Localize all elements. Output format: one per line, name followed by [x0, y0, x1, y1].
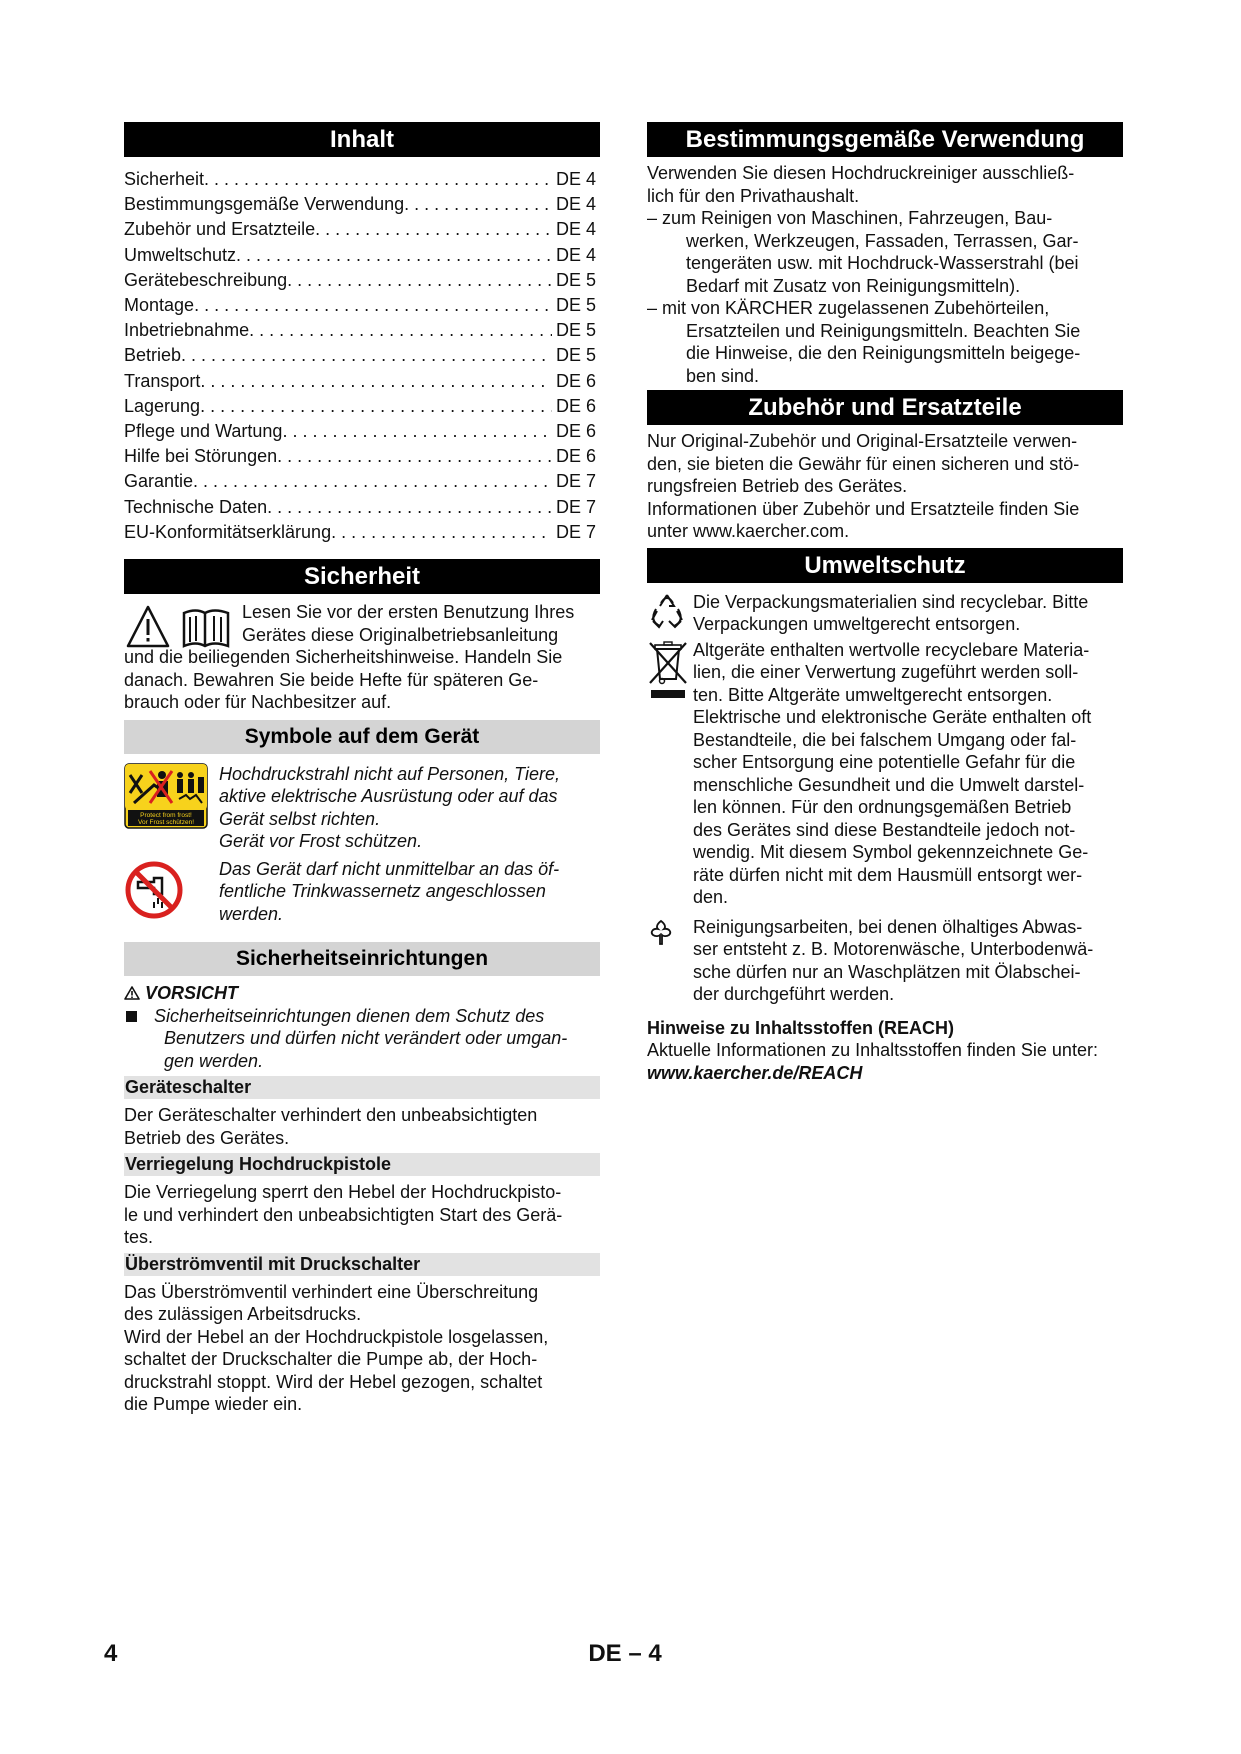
usage-line: Bedarf mit Zusatz von Reinigungsmitteln). [686, 275, 1021, 296]
recycle-text [693, 591, 1123, 636]
toc-entry-title: Transport [124, 370, 201, 391]
valve-line: des zulässigen Arbeitsdrucks. [124, 1304, 362, 1325]
accessories-line: rungsfreien Betrieb des Gerätes. [647, 476, 908, 496]
valve-line: die Pumpe wieder ein. [124, 1394, 303, 1415]
weee-line: Altgeräte enthalten wertvolle recyclebare Materia- [693, 639, 1090, 660]
safety-intro [124, 601, 600, 714]
caution-block [124, 982, 600, 1072]
toc-entry[interactable] [124, 192, 600, 217]
toc-entry[interactable] [124, 217, 600, 242]
caution-line: Sicherheitseinrichtungen dienen dem Schutz des [154, 1005, 545, 1026]
usage-line: ben sind. [686, 365, 760, 386]
toc-entry-page: DE 6 [556, 421, 597, 442]
weee-block [647, 639, 1123, 909]
symbol2-line: Das Gerät darf nicht unmittelbar an das öf- [219, 858, 560, 879]
usage-text [647, 162, 1123, 387]
switch-header: Geräteschalter [124, 1076, 600, 1099]
weee-line: den. [693, 887, 729, 907]
toc-entry[interactable] [124, 369, 600, 394]
toc-leader-dots [200, 369, 552, 394]
crossed-bin-icon [647, 639, 693, 706]
table-of-contents [124, 167, 600, 545]
toc-leader-dots [315, 217, 552, 242]
weee-line: menschliche Gesundheit und die Umwelt darstel- [693, 774, 1085, 795]
lock-line: Die Verriegelung sperrt den Hebel der Hochdruckpisto- [124, 1182, 562, 1203]
lock-line: le und verhindert den unbeabsichtigten Start des Gerä- [124, 1204, 563, 1225]
caution-line: gen werden. [164, 1050, 264, 1071]
toc-entry[interactable] [124, 520, 600, 545]
toc-entry-page: DE 5 [556, 269, 597, 290]
weee-line: scher Entsorgung eine potentielle Gefahr für die [693, 752, 1076, 772]
intro-line: und die beiliegenden Sicherheitshinweise. Handeln Sie [124, 647, 563, 668]
toc-entry-page: DE 7 [556, 471, 597, 492]
symbol-row-water [124, 858, 600, 926]
no-drinking-water-icon [124, 858, 219, 926]
symbols-header: Symbole auf dem Gerät [124, 720, 600, 754]
toc-entry-page: DE 6 [556, 395, 597, 416]
toc-leader-dots [249, 318, 552, 343]
oil-block [647, 916, 1123, 1006]
intro-line: Gerätes diese Originalbetriebsanleitung [242, 624, 559, 645]
switch-text [124, 1104, 600, 1149]
symbol1-line: aktive elektrische Ausrüstung oder auf das [219, 786, 558, 807]
toc-leader-dots [181, 343, 552, 368]
switch-line: Betrieb des Gerätes. [124, 1127, 290, 1148]
oil-line: sche dürfen nur an Waschplätzen mit Ölabschei- [693, 961, 1081, 982]
toc-entry-page: DE 5 [556, 295, 597, 316]
toc-entry-title: Hilfe bei Störungen [124, 446, 278, 467]
valve-text [124, 1281, 600, 1416]
valve-line: druckstrahl stoppt. Wird der Hebel gezogen, schaltet [124, 1371, 543, 1392]
toc-entry-page: DE 4 [556, 244, 597, 265]
toc-entry-page: DE 4 [556, 169, 597, 189]
accessories-text [647, 430, 1123, 543]
accessories-header: Zubehör und Ersatzteile [647, 390, 1123, 425]
weee-line: lien, die einer Verwertung zugeführt werden soll- [693, 662, 1079, 682]
warning-manual-icon [126, 604, 234, 655]
intro-line: danach. Bewahren Sie beide Hefte für späteren Ge- [124, 669, 539, 690]
toc-entry-page: DE 7 [556, 521, 597, 542]
toc-entry[interactable] [124, 495, 600, 520]
symbol2-line: werden. [219, 903, 284, 924]
toc-leader-dots [204, 167, 552, 192]
toc-entry[interactable] [124, 444, 600, 469]
toc-leader-dots [267, 495, 552, 520]
environment-header: Umweltschutz [647, 548, 1123, 583]
toc-entry-title: Bestimmungsgemäße Verwendung [124, 194, 405, 215]
symbol1-line: Gerät selbst richten. [219, 808, 381, 829]
recycle-block [647, 591, 1123, 636]
accessories-line: Nur Original-Zubehör und Original-Ersatzteile verwen- [647, 431, 1078, 451]
valve-line: Wird der Hebel an der Hochdruckpistole losgelassen, [124, 1326, 549, 1347]
toc-entry-title: Montage [124, 295, 195, 316]
toc-leader-dots [277, 444, 552, 469]
toc-entry[interactable] [124, 243, 600, 268]
symbol1-line: Hochdruckstrahl nicht auf Personen, Tiere, [219, 763, 561, 784]
accessories-line: unter www.kaercher.com. [647, 521, 850, 541]
caution-icon [124, 983, 145, 1003]
lock-text [124, 1181, 600, 1249]
oil-drop-icon [647, 916, 693, 953]
usage-line: lich für den Privathaushalt. [647, 185, 860, 206]
toc-entry-page: DE 7 [556, 496, 597, 517]
valve-header: Überströmventil mit Druckschalter [124, 1253, 600, 1276]
weee-line: ten. Bitte Altgeräte umweltgerecht entsorgen. [693, 684, 1053, 705]
toc-entry-page: DE 6 [556, 370, 597, 391]
hazard-label-icon [124, 763, 219, 853]
weee-line: len können. Für den ordnungsgemäßen Betrieb [693, 797, 1072, 817]
usage-line: die Hinweise, die den Reinigungsmitteln beigege- [686, 343, 1081, 363]
toc-leader-dots [200, 394, 552, 419]
weee-line: Bestandteile, die bei falschem Umgang oder fal- [693, 729, 1077, 750]
recycle-line: Verpackungen umweltgerecht entsorgen. [693, 614, 1021, 634]
toc-entry-page: DE 4 [556, 194, 597, 215]
toc-entry-title: Inbetriebnahme [124, 320, 250, 341]
toc-entry-title: Pflege und Wartung [124, 421, 283, 442]
toc-entry-title: Umweltschutz [124, 244, 237, 265]
toc-leader-dots [194, 293, 552, 318]
valve-line: schaltet der Druckschalter die Pumpe ab, der Hoch- [124, 1349, 538, 1370]
toc-entry-title: Garantie [124, 471, 194, 492]
usage-line: werken, Werkzeugen, Fassaden, Terrassen, Gar- [686, 230, 1079, 251]
oil-line: ser entsteht z. B. Motorenwäsche, Unterbodenwä- [693, 939, 1094, 959]
toc-leader-dots [236, 243, 552, 268]
toc-entry[interactable] [124, 469, 600, 494]
reach-link[interactable]: www.kaercher.de/REACH [647, 1062, 863, 1083]
toc-entry-page: DE 4 [556, 219, 597, 240]
weee-text [693, 639, 1123, 909]
weee-line: Elektrische und elektronische Geräte enthalten oft [693, 707, 1092, 727]
toc-entry[interactable] [124, 343, 600, 368]
oil-line: Reinigungsarbeiten, bei denen ölhaltiges Abwas- [693, 916, 1083, 937]
lock-header: Verriegelung Hochdruckpistole [124, 1153, 600, 1176]
usage-line: Verwenden Sie diesen Hochdruckreiniger ausschließ- [647, 163, 1075, 183]
switch-line: Der Geräteschalter verhindert den unbeabsichtigten [124, 1105, 538, 1126]
valve-line: Das Überströmventil verhindert eine Überschreitung [124, 1281, 539, 1302]
toc-entry[interactable] [124, 419, 600, 444]
symbol-row-hazard [124, 763, 600, 853]
intro-line: brauch oder für Nachbesitzer auf. [124, 692, 392, 713]
right-column [647, 122, 1123, 1084]
toc-entry-title: Sicherheit [124, 169, 205, 189]
toc-entry-title: Lagerung [124, 395, 201, 416]
symbol1-text [219, 763, 560, 853]
page-label: DE – 4 [588, 1640, 662, 1667]
toc-entry[interactable] [124, 167, 600, 192]
label-text-de: Vor Frost schützen! [138, 818, 194, 826]
weee-line: räte dürfen nicht mit dem Hausmüll entsorgt wer- [693, 864, 1083, 885]
usage-line: – mit von KÄRCHER zugelassenen Zubehörteilen, [647, 298, 1050, 318]
toc-entry-title: EU-Konformitätserklärung [124, 521, 332, 542]
toc-entry[interactable] [124, 394, 600, 419]
reach-block [647, 1017, 1123, 1085]
oil-line: der durchgeführt werden. [693, 984, 895, 1004]
toc-leader-dots [331, 520, 552, 545]
toc-leader-dots [282, 419, 552, 444]
reach-text: Aktuelle Informationen zu Inhaltsstoffen finden Sie unter: [647, 1040, 1098, 1060]
usage-line: tengeräten usw. mit Hochdruck-Wasserstrahl (bei [686, 253, 1079, 273]
caution-line: Benutzers und dürfen nicht verändert oder umgan- [164, 1028, 568, 1049]
toc-entry-title: Gerätebeschreibung [124, 269, 288, 290]
safety-header: Sicherheit [124, 559, 600, 594]
toc-entry-title: Zubehör und Ersatzteile [124, 219, 316, 240]
accessories-line: Informationen über Zubehör und Ersatzteile finden Sie [647, 498, 1080, 519]
intro-line: Lesen Sie vor der ersten Benutzung Ihres [242, 602, 575, 623]
weee-line: des Gerätes sind diese Bestandteile jedoch not- [693, 819, 1076, 840]
toc-entry[interactable] [124, 293, 600, 318]
usage-line: – zum Reinigen von Maschinen, Fahrzeugen, Bau- [647, 208, 1053, 228]
label-text-en: Protect from frost! [140, 811, 192, 819]
toc-leader-dots [287, 268, 552, 293]
toc-entry-title: Betrieb [124, 345, 182, 366]
accessories-line: den, sie bieten die Gewähr für einen sicheren und stö- [647, 453, 1080, 474]
recycle-line: Die Verpackungsmaterialien sind recyclebar. Bitte [693, 591, 1089, 612]
symbol2-text [219, 858, 559, 926]
symbol2-line: fentliche Trinkwassernetz angeschlossen [219, 881, 546, 902]
reach-title: Hinweise zu Inhaltsstoffen (REACH) [647, 1017, 955, 1038]
symbol1-line: Gerät vor Frost schützen. [219, 831, 423, 852]
toc-entry-page: DE 5 [556, 345, 597, 366]
toc-entry-title: Technische Daten [124, 496, 268, 517]
toc-entry-page: DE 6 [556, 446, 597, 467]
page-number: 4 [104, 1640, 118, 1667]
toc-leader-dots [193, 469, 552, 494]
toc-entry-page: DE 5 [556, 320, 597, 341]
left-column [124, 122, 600, 1416]
toc-header: Inhalt [124, 122, 600, 157]
usage-line: Ersatzteilen und Reinigungsmitteln. Beachten Sie [686, 320, 1081, 341]
oil-text [693, 916, 1123, 1006]
bullet-square-icon [126, 1011, 137, 1022]
weee-line: wendig. Mit diesem Symbol gekennzeichnete Ge- [693, 842, 1089, 862]
recycle-icon [647, 591, 693, 636]
toc-entry[interactable] [124, 318, 600, 343]
lock-line: tes. [124, 1227, 154, 1248]
caution-text [124, 1005, 600, 1073]
toc-leader-dots [404, 192, 552, 217]
caution-label: VORSICHT [145, 983, 239, 1004]
safety-devices-header: Sicherheitseinrichtungen [124, 942, 600, 976]
usage-header: Bestimmungsgemäße Verwendung [647, 122, 1123, 157]
toc-entry[interactable] [124, 268, 600, 293]
